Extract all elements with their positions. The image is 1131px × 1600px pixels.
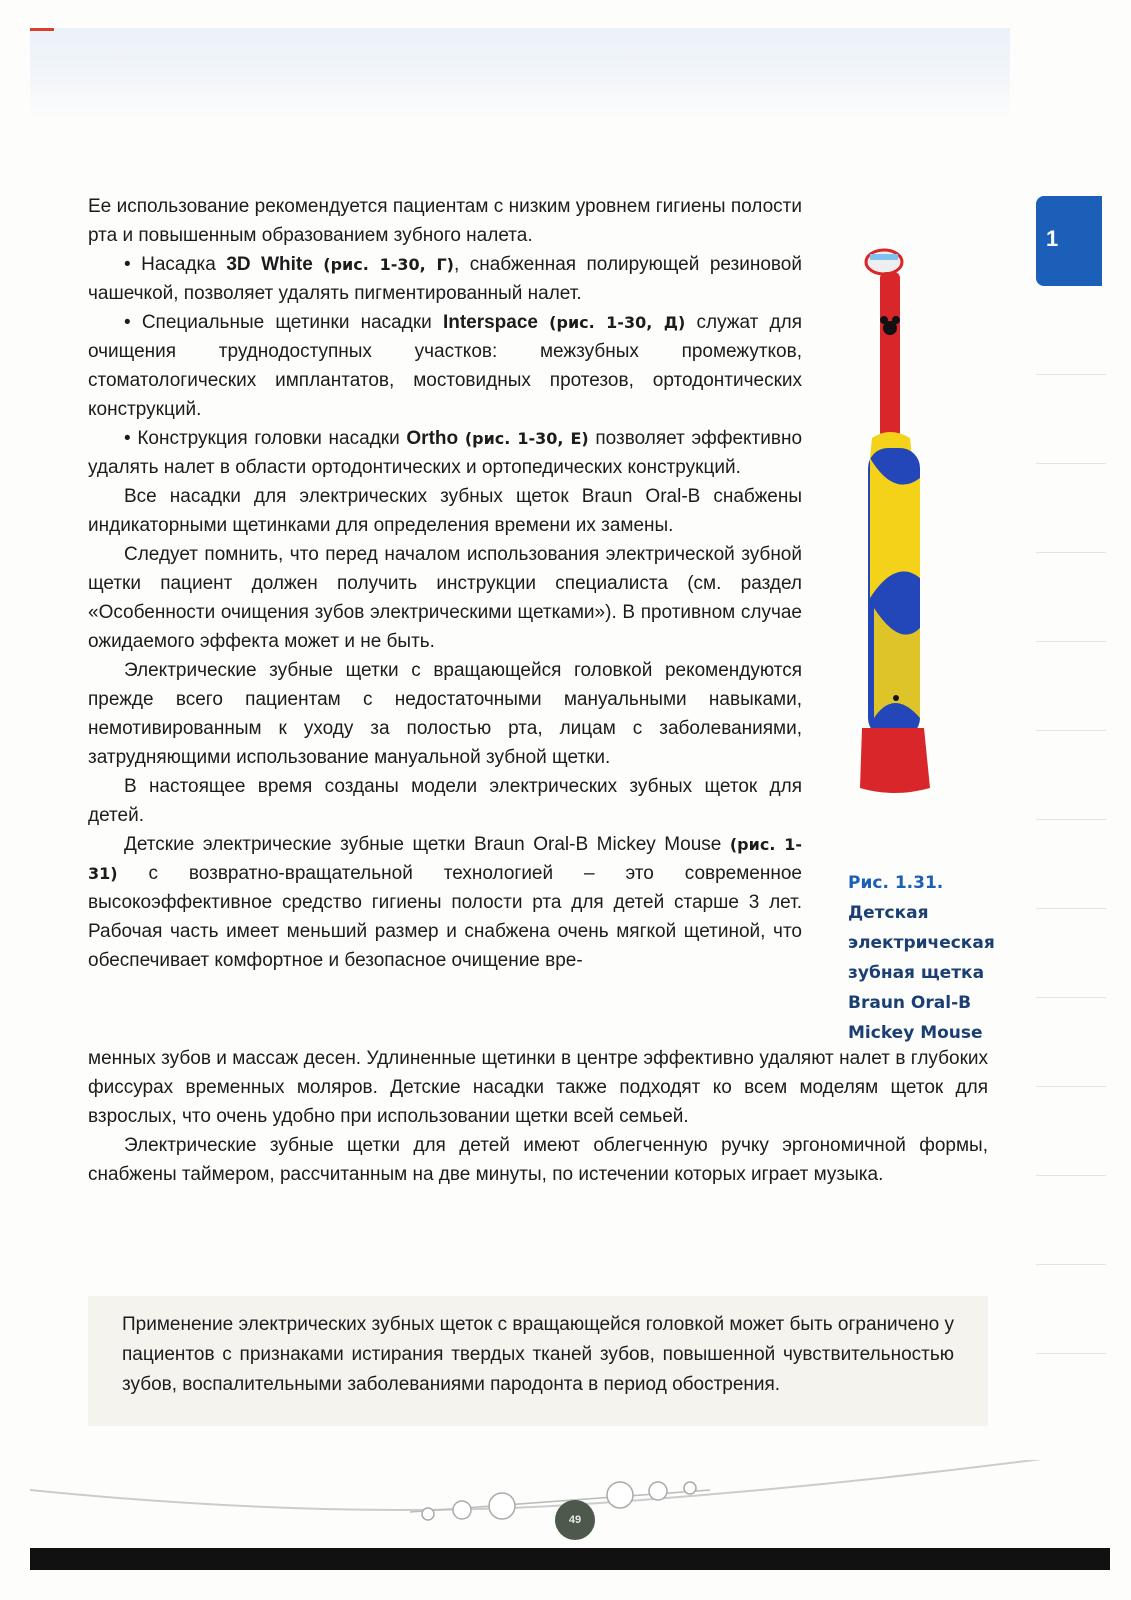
figure-reference: (рис. 1-30, Д) <box>549 313 686 332</box>
figure-reference: (рис. 1-31) <box>88 835 802 883</box>
bullet-interspace: • Специальные щетинки насадки Interspace (рис. 1-30, Д) служат для очищения труднодоступных участков: межзубных промежутков, стоматологических имплантатов, мостовидных протезов, ортодонтических конструкций. <box>88 312 803 420</box>
note-box <box>88 1296 988 1426</box>
caption-line: Детская <box>848 903 929 923</box>
chapter-tab <box>1036 196 1102 286</box>
paragraph: Следует помнить, что перед началом использования электрической зубной щетки пациент должен получить инструкции специалиста (см. раздел «Особенности очищения зубов электрическими щетками»). В противном случае ожидаемого эффекта может и не быть. <box>88 544 802 652</box>
caption-line: Braun Oral-B <box>848 993 972 1013</box>
bullet-3d-white: • Насадка 3D White (рис. 1-30, Г), снабженная полирующей резиновой чашечкой, позволяет удалять пигментированный налет. <box>88 254 802 304</box>
paragraph: Ее использование рекомендуется пациентам с низким уровнем гигиены полости рта и повышенным образованием зубного налета. <box>88 196 802 246</box>
caption-line: электрическая <box>848 933 995 953</box>
paragraph: Электрические зубные щетки для детей имеют облегченную ручку эргономичной формы, снабжены таймером, рассчитанным на две минуты, по истечении которых играет музыка. <box>88 1135 988 1185</box>
page-top-shadow <box>30 28 1010 120</box>
paragraph: Электрические зубные щетки с вращающейся головкой рекомендуются прежде всего пациентам с недостаточными мануальными навыками, немотивированным к уходу за полостью рта, лицам с заболеваниями, затрудняющими использование мануальной зубной щетки. <box>88 660 802 768</box>
scan-bottom-edge <box>30 1548 1110 1570</box>
bullet-ortho: • Конструкция головки насадки Ortho (рис. 1-30, Е) позволяет эффективно удалять налет в области ортодонтических и ортопедических конструкций. <box>88 428 803 478</box>
figure-reference: (рис. 1-30, Е) <box>464 429 589 448</box>
figure-reference: (рис. 1-30, Г) <box>323 255 454 274</box>
paragraph: Все насадки для электрических зубных щеток Braun Oral-B снабжены индикаторными щетинками для определения времени их замены. <box>88 486 802 536</box>
caption-line: зубная щетка <box>848 963 985 983</box>
paragraph: Детские электрические зубные щетки Braun Oral-B Mickey Mouse (рис. 1-31) с возвратно-вращательной технологией – это современное высокоэффективное средство гигиены полости рта для детей старше 3 лет. Рабочая часть имеет меньший размер и снабжена очень мягкой щетиной, что обеспечивает комфортное и безопасное очищение вре- <box>88 834 802 971</box>
paragraph: В настоящее время созданы модели электрических зубных щеток для детей. <box>88 776 802 826</box>
page-edge-mark <box>30 28 54 31</box>
body-text-wide <box>88 1044 988 1189</box>
toothbrush-image <box>850 248 940 808</box>
caption-number: Рис. 1.31. <box>848 873 944 893</box>
page-number: 49 <box>555 1500 595 1540</box>
margin-thumb-lines <box>1036 286 1106 1386</box>
note-text: Применение электрических зубных щеток с вращающейся головкой может быть ограничено у пациентов с признаками истирания твердых тканей зубов, повышенной чувствительностью зубов, воспалительными заболеваниями пародонта в период обострения. <box>122 1314 954 1395</box>
chapter-number: 1 <box>1046 226 1059 251</box>
body-text-column <box>88 192 802 975</box>
paragraph: менных зубов и массаж десен. Удлиненные щетинки в центре эффективно удаляют налет в глубоких фиссурах временных моляров. Детские насадки также подходят ко всем моделям щеток для взрослых, что очень удобно при использовании щетки всей семьей. <box>88 1048 988 1127</box>
figure-caption <box>848 868 1018 1048</box>
caption-line: Mickey Mouse <box>848 1023 983 1043</box>
